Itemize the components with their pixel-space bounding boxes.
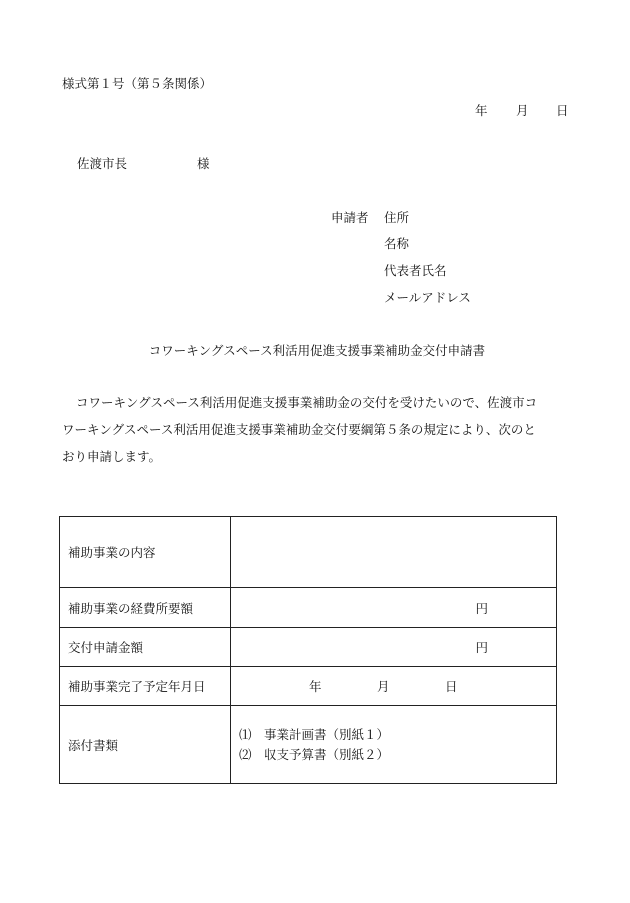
date-year-label: 年 xyxy=(475,103,488,118)
value-expense-amount[interactable] xyxy=(231,588,557,628)
date-month-label: 月 xyxy=(516,103,529,118)
body-line-3: おり申請します。 xyxy=(62,449,162,464)
table-row-request xyxy=(60,628,557,667)
table-row-content xyxy=(60,517,557,588)
value-request-amount[interactable] xyxy=(231,628,557,667)
applicant-label: 申請者 xyxy=(331,210,369,225)
applicant-field-email: メールアドレス xyxy=(384,290,471,305)
table-row-attachments xyxy=(60,706,557,784)
label-expense-amount: 補助事業の経費所要額 xyxy=(60,588,231,628)
label-completion-date: 補助事業完了予定年月日 xyxy=(60,667,231,706)
form-number: 様式第１号（第５条関係） xyxy=(62,76,213,91)
application-table xyxy=(59,516,557,784)
table-row-expense xyxy=(60,588,557,628)
completion-month: 月 xyxy=(377,679,390,694)
document-title: コワーキングスペース利活用促進支援事業補助金交付申請書 xyxy=(148,343,486,358)
applicant-field-representative: 代表者氏名 xyxy=(384,263,447,278)
completion-day: 日 xyxy=(445,679,458,694)
value-completion-date[interactable] xyxy=(231,667,557,706)
label-attachments: 添付書類 xyxy=(60,706,231,784)
addressee-name: 佐渡市長 xyxy=(77,156,128,171)
completion-year: 年 xyxy=(309,679,322,694)
label-request-amount: 交付申請金額 xyxy=(60,628,231,667)
applicant-field-name: 名称 xyxy=(384,236,410,251)
value-project-content[interactable] xyxy=(231,517,557,588)
body-line-2: ワーキングスペース利活用促進支援事業補助金交付要綱第５条の規定により、次のと xyxy=(62,422,536,437)
table-row-completion xyxy=(60,667,557,706)
label-project-content: 補助事業の内容 xyxy=(60,517,231,588)
value-attachments xyxy=(231,706,557,784)
applicant-field-address: 住所 xyxy=(384,210,410,225)
date-day-label: 日 xyxy=(556,103,569,118)
request-unit: 円 xyxy=(475,640,488,655)
body-line-1: コワーキングスペース利活用促進支援事業補助金の交付を受けたいので、佐渡市コ xyxy=(76,395,538,410)
addressee-honorific: 様 xyxy=(197,156,210,171)
attachment-item-1: ⑴ 事業計画書（別紙１） xyxy=(239,726,390,742)
expense-unit: 円 xyxy=(475,600,488,616)
attachment-item-2: ⑵ 収支予算書（別紙２） xyxy=(239,746,390,762)
